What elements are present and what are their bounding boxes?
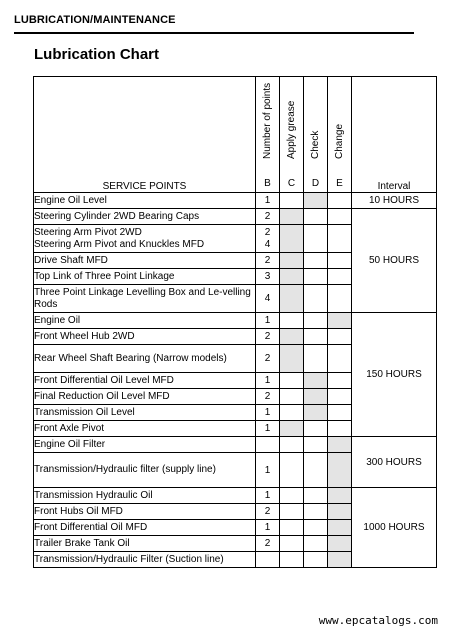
points-cell: 2 <box>256 504 280 520</box>
lubrication-chart-table <box>33 76 437 568</box>
grease-shaded-cell <box>280 345 304 373</box>
points-cell: 1 <box>256 405 280 421</box>
service-point-cell: Three Point Linkage Levelling Box and Le-velling Rods <box>34 285 256 313</box>
grease-shaded-cell <box>280 209 304 225</box>
service-point-cell: Front Differential Oil MFD <box>34 520 256 536</box>
table-row <box>34 437 437 453</box>
service-point-cell: Drive Shaft MFD <box>34 253 256 269</box>
change-shaded-cell <box>328 536 352 552</box>
grease-shaded-cell <box>280 421 304 437</box>
points-cell: 2 <box>256 345 280 373</box>
apply-grease-label: Apply grease <box>285 100 297 159</box>
service-point-cell: Trailer Brake Tank Oil <box>34 536 256 552</box>
service-point-line: Steering Arm Pivot 2WD <box>34 226 142 238</box>
column-letter-b: B <box>264 178 271 189</box>
points-cell: 2 <box>256 389 280 405</box>
change-shaded-cell <box>328 520 352 536</box>
points-cell: 1 <box>256 313 280 329</box>
points-cell: 2 <box>256 329 280 345</box>
service-point-cell: Front Hubs Oil MFD <box>34 504 256 520</box>
service-point-cell: Front Wheel Hub 2WD <box>34 329 256 345</box>
column-letter-d: D <box>311 178 320 189</box>
service-point-cell: Front Axle Pivot <box>34 421 256 437</box>
check-label: Check <box>309 130 321 159</box>
footer-watermark-url: www.epcatalogs.com <box>318 614 438 627</box>
change-shaded-cell <box>328 437 352 453</box>
grease-shaded-cell <box>280 329 304 345</box>
points-cell <box>256 225 280 253</box>
points-cell: 1 <box>256 421 280 437</box>
points-cell: 1 <box>256 488 280 504</box>
change-label: Change <box>333 123 345 159</box>
check-shaded-cell <box>304 389 328 405</box>
points-cell: 1 <box>256 520 280 536</box>
page-title: Lubrication Chart <box>34 46 160 63</box>
table-row <box>34 209 437 225</box>
points-cell: 1 <box>256 453 280 488</box>
column-letter-e: E <box>336 178 343 189</box>
section-header: LUBRICATION/MAINTENANCE <box>14 14 176 26</box>
check-shaded-cell <box>304 405 328 421</box>
table-row <box>34 313 437 329</box>
change-shaded-cell <box>328 504 352 520</box>
service-point-cell: Transmission Hydraulic Oil <box>34 488 256 504</box>
column-header-service-points: SERVICE POINTS <box>34 77 256 193</box>
points-cell: 4 <box>256 285 280 313</box>
points-cell: 2 <box>256 253 280 269</box>
points-cell: 2 <box>256 209 280 225</box>
table-row <box>34 193 437 209</box>
check-shaded-cell <box>304 193 328 209</box>
interval-cell: 300 HOURS <box>352 437 437 488</box>
points-line: 4 <box>264 238 271 250</box>
check-shaded-cell <box>304 373 328 389</box>
points-cell <box>256 437 280 453</box>
service-point-cell: Engine Oil Level <box>34 193 256 209</box>
column-header-interval: Interval <box>352 77 437 193</box>
service-point-cell <box>34 225 256 253</box>
service-point-cell: Transmission Oil Level <box>34 405 256 421</box>
service-point-cell: Engine Oil <box>34 313 256 329</box>
table-row <box>34 488 437 504</box>
points-cell <box>256 552 280 568</box>
column-header-number-of-points <box>256 77 280 193</box>
points-cell: 1 <box>256 193 280 209</box>
service-point-cell: Top Link of Three Point Linkage <box>34 269 256 285</box>
change-shaded-cell <box>328 488 352 504</box>
grease-shaded-cell <box>280 253 304 269</box>
service-point-cell: Final Reduction Oil Level MFD <box>34 389 256 405</box>
service-point-cell: Transmission/Hydraulic Filter (Suction line) <box>34 552 256 568</box>
grease-shaded-cell <box>280 225 304 253</box>
points-line: 2 <box>264 226 271 238</box>
change-shaded-cell <box>328 313 352 329</box>
change-shaded-cell <box>328 453 352 488</box>
column-letter-c: C <box>287 178 296 189</box>
service-point-cell: Rear Wheel Shaft Bearing (Narrow models) <box>34 345 256 373</box>
grease-shaded-cell <box>280 285 304 313</box>
column-header-check <box>304 77 328 193</box>
interval-cell: 50 HOURS <box>352 209 437 313</box>
service-point-cell: Steering Cylinder 2WD Bearing Caps <box>34 209 256 225</box>
change-shaded-cell <box>328 552 352 568</box>
grease-shaded-cell <box>280 269 304 285</box>
service-point-cell: Engine Oil Filter <box>34 437 256 453</box>
service-point-cell: Transmission/Hydraulic filter (supply line) <box>34 453 256 488</box>
table-header-row <box>34 77 437 193</box>
service-point-line: Steering Arm Pivot and Knuckles MFD <box>34 238 205 250</box>
number-of-points-label: Number of points <box>261 82 273 159</box>
points-cell: 2 <box>256 536 280 552</box>
header-divider <box>14 32 414 34</box>
points-cell: 3 <box>256 269 280 285</box>
interval-cell: 1000 HOURS <box>352 488 437 568</box>
column-header-apply-grease <box>280 77 304 193</box>
points-cell: 1 <box>256 373 280 389</box>
interval-cell: 150 HOURS <box>352 313 437 437</box>
interval-cell: 10 HOURS <box>352 193 437 209</box>
column-header-change <box>328 77 352 193</box>
service-point-cell: Front Differential Oil Level MFD <box>34 373 256 389</box>
